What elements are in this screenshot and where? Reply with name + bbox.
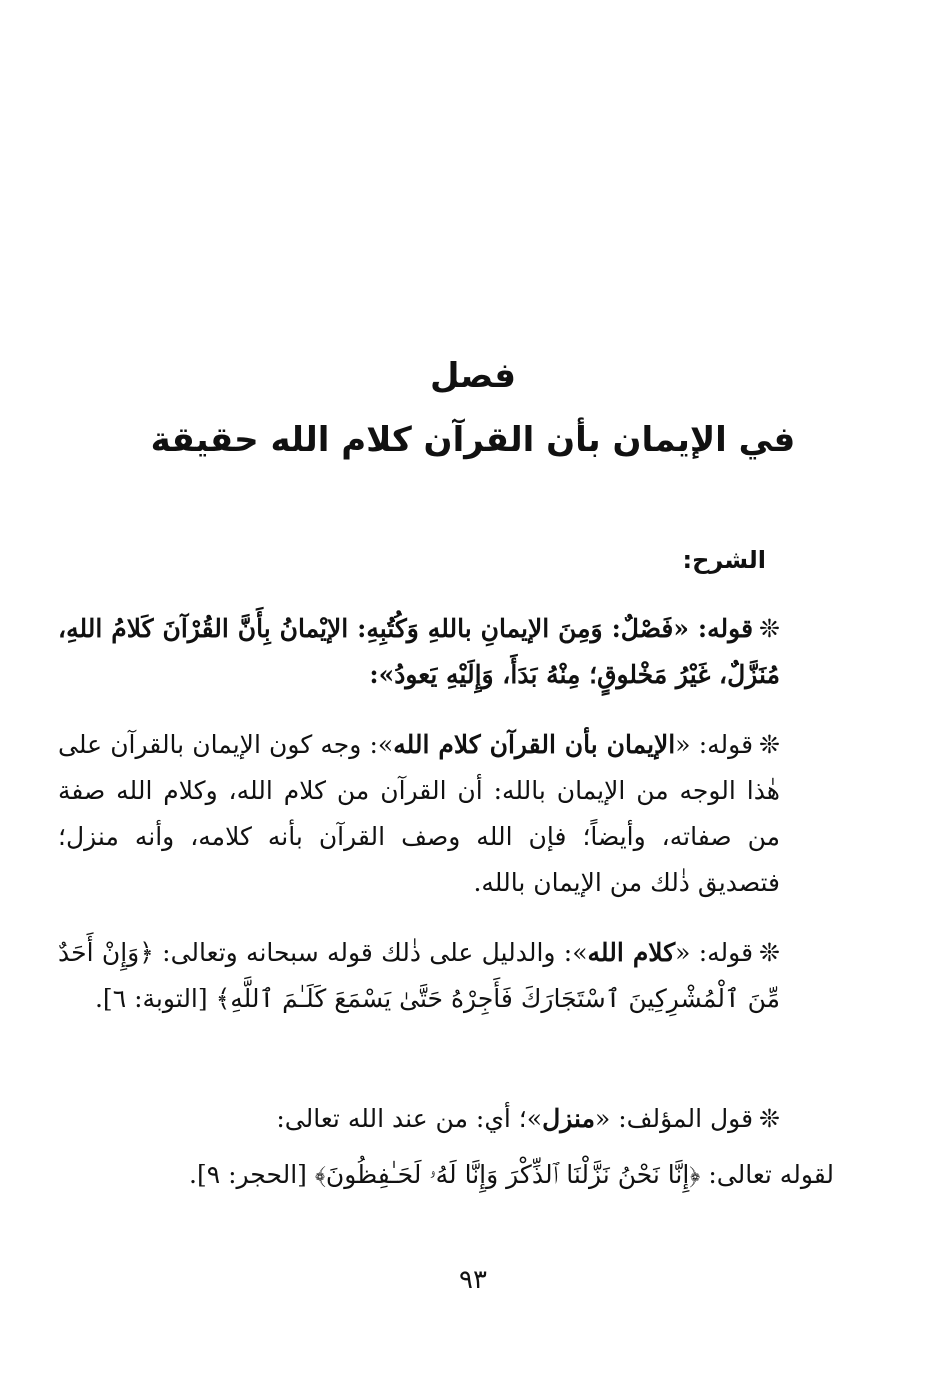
- paragraph-3-quote: كلام الله: [587, 938, 676, 967]
- star-bullet-icon: ❊: [759, 614, 780, 643]
- paragraph-2-lead: قوله: «: [675, 730, 754, 759]
- paragraph-4-lead: قول المؤلف: «: [594, 1104, 754, 1133]
- chapter-subtitle: في الإيمان بأن القرآن كلام الله حقيقة: [150, 420, 796, 460]
- star-bullet-icon: ❊: [759, 1104, 780, 1133]
- paragraph-3-lead: قوله: «: [675, 938, 754, 967]
- paragraph-4-text: »؛ أي: من عند الله تعالى:: [276, 1104, 543, 1133]
- quran-verse: ﴿إِنَّا نَحْنُ نَزَّلْنَا ٱلذِّكْرَ وَإِنَّا لَهُۥ لَحَـٰفِظُونَ﴾: [314, 1160, 701, 1189]
- star-bullet-icon: ❊: [759, 938, 780, 967]
- paragraph-2: [58, 722, 834, 906]
- star-bullet-icon: ❊: [759, 730, 780, 759]
- paragraph-3-text: »: والدليل على ذٰلك قوله سبحانه وتعالى:: [153, 938, 588, 967]
- verse-reference: [الحجر: ٩].: [189, 1160, 315, 1189]
- paragraph-5: [112, 1152, 834, 1198]
- paragraph-1-text: قوله: «فَصْلٌ: وَمِنَ الإيمانِ باللهِ وَكُتُبِهِ: الإيْمانُ بِأَنَّ القُرْآنَ كَلامُ اللهِ، مُنَزَّلٌ، غَيْرُ مَخْلوقٍ؛ مِنْهُ بَدَأَ، وَإِلَيْهِ يَعودُ»:: [58, 614, 780, 689]
- paragraph-4-quote: منزل: [542, 1104, 595, 1133]
- paragraph-2-text: »: وجه كون الإيمان بالقرآن على هٰذا الوجه من الإيمان بالله: أن القرآن من كلام الله، وكلام الله صفة من صفاته، وأيضاً؛ فإن الله وصف القرآن بأنه كلامه، وأنه منزل؛ فتصديق ذٰلك من الإيمان بالله.: [58, 730, 780, 897]
- chapter-title: فصل: [429, 356, 517, 396]
- section-label: الشرح:: [682, 546, 766, 574]
- paragraph-2-quote: الإيمان بأن القرآن كلام الله: [393, 730, 676, 759]
- paragraph-4: [58, 1096, 834, 1142]
- paragraph-1: [58, 606, 834, 698]
- quran-verse: ﴿وَإِنْ أَحَدٌ مِّنَ ٱلْمُشْرِكِينَ ٱسْتَجَارَكَ فَأَجِرْهُ حَتَّىٰ يَسْمَعَ كَلَـٰمَ ٱللَّهِ﴾: [58, 938, 780, 1013]
- paragraph-3: [58, 930, 834, 1022]
- paragraph-5-lead: لقوله تعالى:: [700, 1160, 834, 1189]
- verse-reference: [التوبة: ٦].: [94, 984, 216, 1013]
- page-number: ٩٣: [459, 1265, 487, 1295]
